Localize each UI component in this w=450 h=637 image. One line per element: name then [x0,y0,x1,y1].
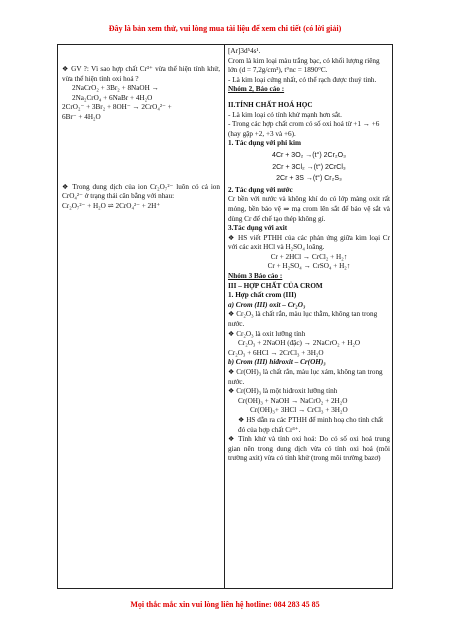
equation-2a: 2CrO₂⁻ + 3Br₂ + 8OH⁻ → 2CrO₄²⁻ + [62,103,172,112]
oxidation-states: - Trong các hợp chất crom có số oxi hoá từ +1 → +6 (hay gặp +2, +3 và +6). [228,120,380,138]
equation-cr2o3-hcl: Cr₂O₃ + 6HCl → 2CrCl₃ + 3H₂O [228,348,324,357]
heading-water: 2. Tác dụng với nước [228,185,293,194]
heading-chemical-properties: II.TÍNH CHẤT HOÁ HỌC [228,100,313,109]
equation-1a: 2NaCrO₂ + 3Br₂ + 8NaOH → [72,84,159,93]
equation-croh3-hcl: Cr(OH)₃+ 3HCl → CrCl₃ + 3H₂O [250,406,348,415]
illustrate-task: ❖ HS dẫn ra các PTHH để minh hoạ cho tính chất đó của hợp chất Cr³⁺. [238,415,384,434]
lesson-table [57,44,393,589]
hardness-note: - Là kim loại cứng nhất, có thể rạch được thuỷ tinh. [228,75,377,84]
hotline-banner: Mọi thắc mắc xin vui lòng liên hệ hotline: 084 283 45 85 [130,600,320,609]
heading-nonmetal: 1. Tác dụng với phi kim [228,139,301,148]
croh3-description: ❖ Cr(OH)₃ là chất rắn, màu lục xám, không tan trong nước. [228,368,383,386]
cr2o3-amphoteric: ❖ Cr₂O₃ là oxit lưỡng tính [228,329,306,338]
equation-sulfur: 2Cr + 3S →(t°) Cr₂S₃ [276,175,342,183]
equation-2b: 6Br⁻ + 4H₂O [62,112,101,121]
heading-acid: 3.Tác dụng với axit [228,224,288,233]
group-2-report: Nhóm 2, Báo cáo : [228,85,285,94]
equation-croh3-naoh: Cr(OH)₃ + NaOH → NaCrO₂ + 2H₂O [238,396,348,405]
physical-properties: Crom là kim loại màu trắng bạc, có khối lượng riêng lớn (d = 7,2g/cm³), t°nc = 1890°C. [228,56,380,75]
heading-cr3-compounds: 1. Hợp chất crom (III) [228,291,297,300]
redox-note: ❖ Tính khử và tính oxi hoá: Do có số oxi hoá trung gian nên trong dung dịch vừa có tính oxi hoá (môi trường axit) vừa có tính khử (trong môi trường bazơ) [228,435,390,463]
equation-oxygen: 4Cr + 3O₂ →(t°) 2Cr₂O₃ [272,151,346,159]
equation-cr2o3-naoh: Cr₂O₃ + 2NaOH (đặc) → 2NaCrO₂ + H₂O [238,339,361,348]
equation-chlorine: 2Cr + 3Cl₂ →(t°) 2CrCl₃ [272,163,346,171]
water-stability: Cr bền với nước và không khí do có lớp màng oxit rất mỏng, bền bảo vệ ⇒ mạ crom lên sắt để bảo vệ sắt và dùng Cr để chế tạo thép không gỉ. [228,195,390,223]
equilibrium-equation: Cr₂O₇²⁻ + H₂O ⇌ 2CrO₄²⁻ + 2H⁺ [62,201,161,210]
cr2o3-description: ❖ Cr₂O₃ là chất rắn, màu lục thẫm, không tan trong nước. [228,310,378,329]
croh3-amphoteric: ❖ Cr(OH)₃ là một hiđroxit lưỡng tính [228,387,338,396]
heading-cr2o3: a) Crom (III) oxit – Cr₂O₃ [228,300,306,309]
right-column [228,47,390,464]
acid-task: ❖ HS viết PTHH của các phản ứng giữa kim loại Cr với các axit HCl và H₂SO₄ loãng. [228,233,390,252]
heading-croh3: b) Crom (III) hiđroxit – Cr(OH)₃ [228,358,326,367]
question-dichromate: ❖ Trong dung dịch của ion Cr₂O₇²⁻ luôn có cả ion CrO₄²⁻ ở trạng thái cân bằng với nhau: [62,182,220,201]
equation-h2so4: Cr + H₂SO₄ → CrSO₄ + H₂↑ [267,262,351,271]
left-column [62,47,220,211]
group-3-report: Nhóm 3 Báo cáo : [228,272,283,281]
electron-config: [Ar]3d⁵4s¹. [228,47,261,55]
column-divider [224,45,225,588]
heading-compounds: III – HỢP CHẤT CỦA CROM [228,281,323,290]
equation-hcl: Cr + 2HCl → CrCl₂ + H₂↑ [270,252,348,261]
equation-1b: 2Na₂CrO₄ + 6NaBr + 4H₂O [72,93,153,102]
reducing-note: - Là kim loại có tính khử mạnh hơn sắt. [228,110,342,119]
question-cr3: ❖ GV ?: Vì sao hợp chất Cr³⁺ vừa thể hiện tính khử, vừa thể hiện tính oxi hoá ? [62,65,220,83]
preview-banner: Đây là bản xem thử, vui lòng mua tài liệu để xem chi tiết (có lời giải) [108,24,342,33]
